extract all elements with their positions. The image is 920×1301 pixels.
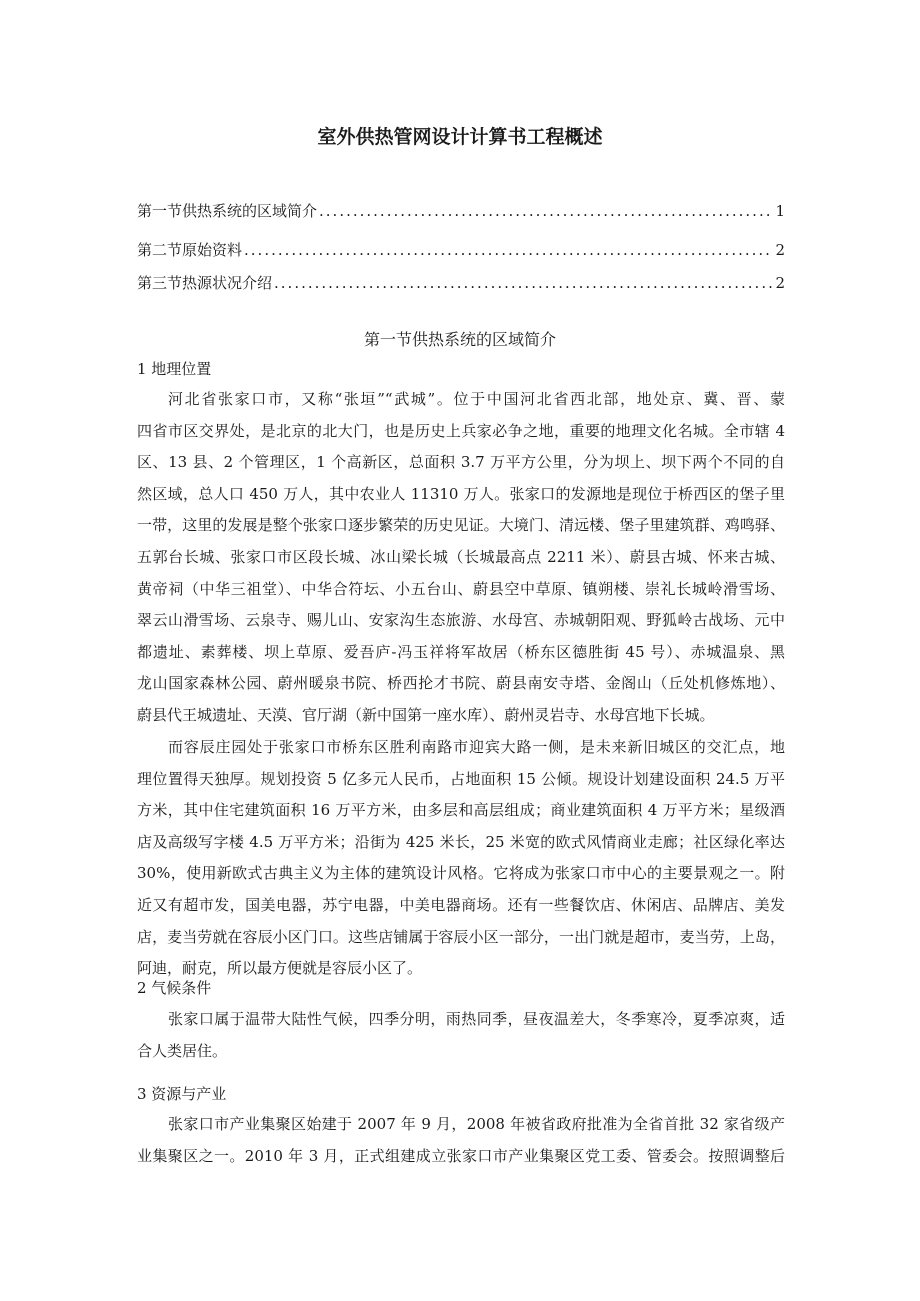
toc-page: 2	[775, 241, 785, 259]
paragraph-climate	[137, 1004, 785, 1067]
text-line: 翠云山滑雪场、云泉寺、赐儿山、安家沟生态旅游、水母宫、赤城朝阳观、野狐岭古战场、元中	[137, 611, 785, 630]
toc-leader	[274, 272, 773, 294]
text-line: 龙山国家森林公园、蔚州暖泉书院、桥西抡才书院、蔚县南安寺塔、金阁山（丘处机修炼地）、	[137, 674, 785, 693]
text-line: 张家口属于温带大陆性气候，四季分明，雨热同季，昼夜温差大，冬季寒冷，夏季凉爽，适	[168, 1010, 785, 1028]
text-line: 都遗址、素葬楼、坝上草原、爱吾庐-冯玉祥将军故居（桥东区德胜街 45 号）、赤城温泉、黑	[137, 642, 785, 661]
text-line: 理位置得天独厚。规划投资 5 亿多元人民币，占地面积 15 公倾。规设计划建设面积 24.5 万平	[137, 769, 785, 788]
subheading-location: 1 地理位置	[137, 360, 212, 378]
text-line: 一带，这里的发展是整个张家口逐步繁荣的历史见证。大境门、清远楼、堡子里建筑群、鸡鸣驿、	[137, 516, 785, 535]
section-heading: 第一节供热系统的区域简介	[363, 330, 556, 349]
toc-label: 第二节原始资料	[137, 241, 243, 259]
text-line: 河北省张家口市，又称“张垣”“武城”。位于中国河北省西北部，地处京、冀、晋、蒙	[168, 390, 785, 408]
text-line: 蔚县代王城遗址、天漠、官厅湖（新中国第一座水库）、蔚州灵岩寺、水母宫地下长城。	[137, 705, 715, 724]
table-of-contents	[137, 200, 785, 294]
text-line: 五郭台长城、张家口市区段长城、冰山梁长城（长城最高点 2211 米）、蔚县古城、怀来古城、	[137, 547, 785, 566]
text-line: 近又有超市发，国美电器，苏宁电器，中美电器商场。还有一些餐饮店、休闲店、品牌店、美发	[137, 895, 785, 914]
text-line: 30%，使用新欧式古典主义为主体的建筑设计风格。它将成为张家口市中心的主要景观之一。附	[137, 864, 785, 883]
text-line: 张家口市产业集聚区始建于 2007 年 9 月，2008 年被省政府批准为全省首批 32 家省级产	[168, 1115, 785, 1133]
toc-leader	[319, 200, 773, 222]
text-line: 方米，其中住宅建筑面积 16 万平方米，由多层和高层组成；商业建筑面积 4 万平方米；星级酒	[137, 801, 785, 820]
text-line: 店，麦当劳就在容辰小区门口。这些店铺属于容辰小区一部分，一出门就是超市，麦当劳，上岛，	[137, 927, 785, 946]
text-line: 然区域，总人口 450 万人，其中农业人 11310 万人。张家口的发源地是现位于桥西区的堡子里	[137, 484, 785, 503]
document-title: 室外供热管网设计计算书工程概述	[317, 126, 603, 148]
toc-entry[interactable]	[137, 239, 785, 261]
text-line: 店及高级写字楼 4.5 万平方米；沿街为 425 米长，25 米宽的欧式风情商业走廊；社区绿化率达	[137, 832, 785, 851]
text-line: 而容辰庄园处于张家口市桥东区胜利南路市迎宾大路一侧，是未来新旧城区的交汇点，地	[168, 738, 785, 756]
text-line: 黄帝祠（中华三祖堂）、中华合符坛、小五台山、蔚县空中草原、镇朔楼、崇礼长城岭滑雪场、	[137, 579, 785, 598]
text-line: 业集聚区之一。2010 年 3 月，正式组建成立张家口市产业集聚区党工委、管委会。按照调整后	[137, 1146, 785, 1165]
toc-entry[interactable]	[137, 272, 785, 294]
paragraph-industry	[137, 1109, 785, 1172]
toc-label: 第一节供热系统的区域简介	[137, 202, 318, 220]
toc-page: 1	[775, 202, 785, 220]
text-line: 阿迪，耐克，所以最方便就是容辰小区了。	[137, 959, 423, 978]
toc-page: 2	[775, 274, 785, 292]
text-line: 四省市区交界处，是北京的北大门，也是历史上兵家必争之地，重要的地理文化名城。全市辖 4	[137, 421, 785, 440]
toc-entry[interactable]	[137, 200, 785, 222]
paragraph-location	[137, 384, 785, 732]
text-line: 合人类居住。	[137, 1041, 228, 1060]
subheading-climate: 2 气候条件	[137, 979, 212, 997]
text-line: 区、13 县、2 个管理区，1 个高新区，总面积 3.7 万平方公里，分为坝上、坝下两个不同的自	[137, 453, 785, 472]
paragraph-rongchen	[137, 732, 785, 985]
toc-leader	[244, 239, 773, 261]
subheading-industry: 3 资源与产业	[137, 1085, 227, 1103]
toc-label: 第三节热源状况介绍	[137, 274, 273, 292]
